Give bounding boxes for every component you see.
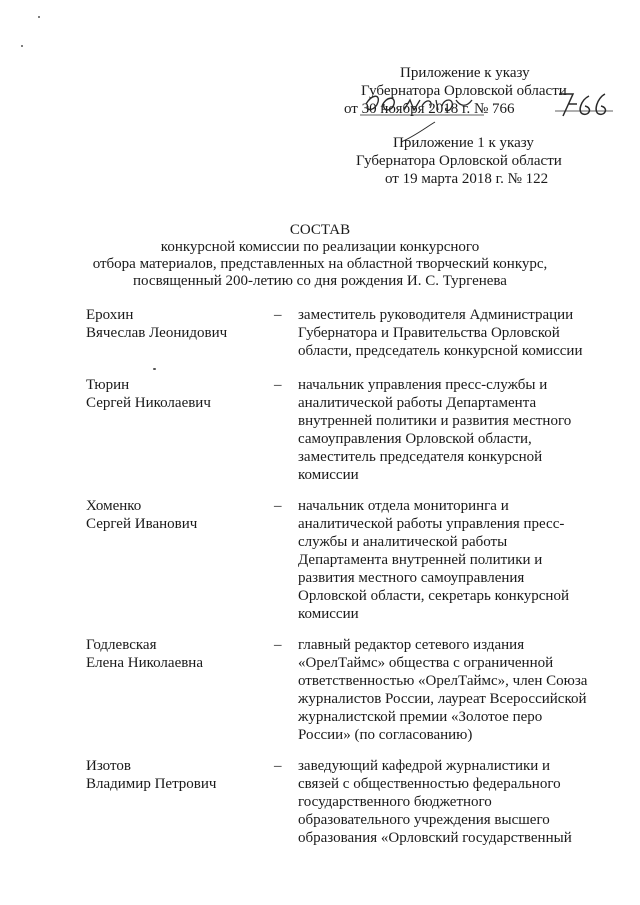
member-role: [298, 757, 598, 847]
member-dash: –: [274, 637, 282, 653]
member-name: [86, 757, 266, 793]
member-name: [86, 497, 266, 533]
member-role-line: образования «Орловский государственный: [298, 830, 572, 846]
member-given-names: Елена Николаевна: [86, 655, 203, 671]
member-role-line: Департамента внутренней политики и: [298, 552, 543, 568]
handwritten-number-signature: [555, 84, 615, 124]
member-given-names: Вячеслав Леонидович: [86, 325, 228, 341]
member-role-line: «ОрелТаймс» общества с ограниченной: [298, 655, 554, 671]
member-role-line: главный редактор сетевого издания: [298, 637, 525, 653]
appendix-main-line-2: Губернатора Орловской области: [361, 83, 567, 99]
member-role-line: заведующий кафедрой журналистики и: [298, 758, 551, 774]
member-surname: Годлевская: [86, 637, 157, 653]
member-name: [86, 306, 266, 342]
member-role: [298, 636, 598, 744]
appendix-main-line-3: от 30 ноября 2018 г. № 766: [344, 101, 515, 117]
member-role-line: связей с общественностью федерального: [298, 776, 561, 792]
member-surname: Хоменко: [86, 498, 142, 514]
scan-speck: [21, 45, 23, 47]
member-role-line: комиссии: [298, 606, 359, 622]
member-given-names: Сергей Николаевич: [86, 395, 211, 411]
member-name: [86, 376, 266, 412]
member-role-line: области, председатель конкурсной комиссии: [298, 343, 583, 359]
document-subtitle-line-1: конкурсной комиссии по реализации конкурсного: [160, 239, 480, 255]
member-role-line: заместитель председателя конкурсной: [298, 449, 543, 465]
scan-speck: [38, 16, 40, 18]
member-given-names: Сергей Иванович: [86, 516, 198, 532]
member-name: [86, 636, 266, 672]
member-role: [298, 497, 598, 623]
member-role-line: комиссии: [298, 467, 359, 483]
member-role: [298, 376, 598, 484]
member-dash: –: [274, 377, 282, 393]
member-role-line: Орловской области, секретарь конкурсной: [298, 588, 569, 604]
document-title: СОСТАВ: [289, 222, 351, 238]
member-surname: Тюрин: [86, 377, 130, 393]
member-role-line: службы и аналитической работы: [298, 534, 508, 550]
member-role-line: журналистов России, лауреат Всероссийской: [298, 691, 587, 707]
appendix-one-line-3: от 19 марта 2018 г. № 122: [385, 171, 549, 187]
member-role-line: заместитель руководителя Администрации: [298, 307, 574, 323]
member-role-line: развития местного самоуправления: [298, 570, 525, 586]
member-given-names: Владимир Петрович: [86, 776, 217, 792]
member-surname: Ерохин: [86, 307, 134, 323]
member-dash: –: [274, 498, 282, 514]
member-role-line: Губернатора и Правительства Орловской: [298, 325, 560, 341]
member-role-line: начальник управления пресс-службы и: [298, 377, 548, 393]
appendix-one-line-1: Приложение 1 к указу: [393, 135, 534, 151]
appendix-one-line-2: Губернатора Орловской области: [356, 153, 562, 169]
member-role-line: аналитической работы управления пресс-: [298, 516, 565, 532]
member-role-line: внутренней политики и развития местного: [298, 413, 572, 429]
member-role-line: самоуправления Орловской области,: [298, 431, 532, 447]
member-role-line: образовательного учреждения высшего: [298, 812, 550, 828]
member-dash: –: [274, 307, 282, 323]
scan-speck: [153, 368, 156, 370]
member-surname: Изотов: [86, 758, 131, 774]
member-dash: –: [274, 758, 282, 774]
appendix-main-line-1: Приложение к указу: [400, 65, 530, 81]
member-role: [298, 306, 598, 360]
document-subtitle-line-3: посвященный 200-летию со дня рождения И. С. Тургенева: [133, 273, 507, 289]
member-role-line: аналитической работы Департамента: [298, 395, 537, 411]
document-subtitle-line-2: отбора материалов, представленных на областной творческий конкурс,: [92, 256, 548, 272]
member-role-line: государственного бюджетного: [298, 794, 492, 810]
member-role-line: ответственностью «ОрелТаймс», член Союза: [298, 673, 588, 689]
member-role-line: России» (по согласованию): [298, 727, 473, 743]
member-role-line: начальник отдела мониторинга и: [298, 498, 509, 514]
handwritten-date-signature: [358, 86, 488, 122]
member-role-line: журналистской премии «Золотое перо: [298, 709, 543, 725]
